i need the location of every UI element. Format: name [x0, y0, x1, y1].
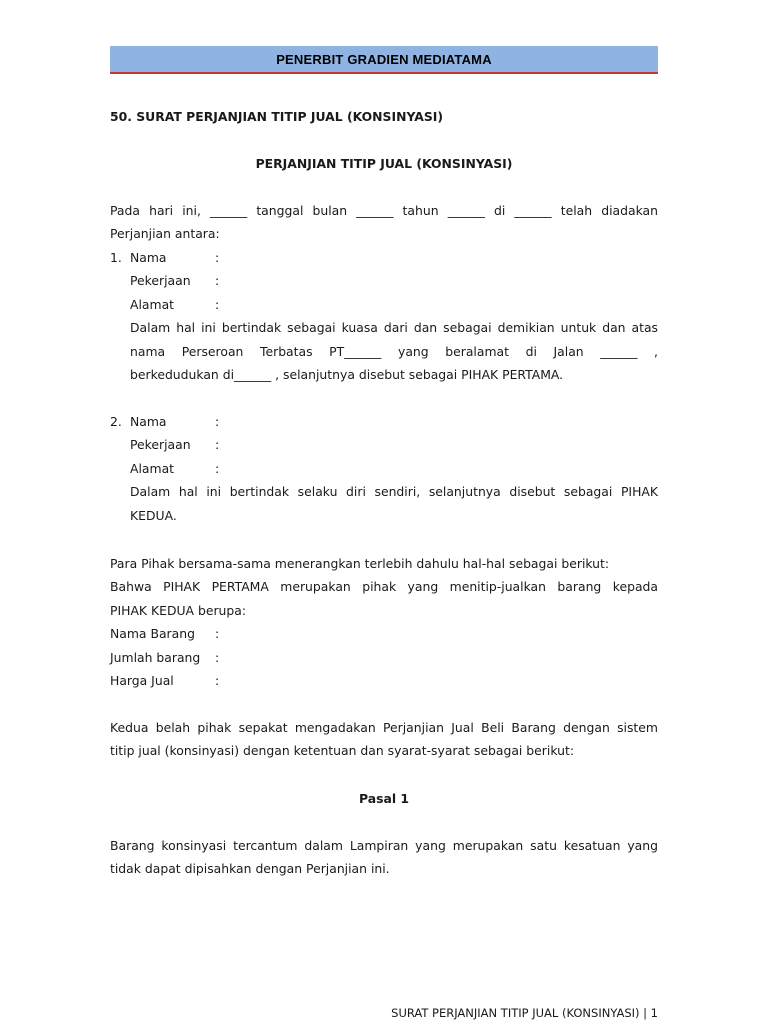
- agree-line-1: Kedua belah pihak sepakat mengadakan Perjanjian Jual Beli Barang dengan sistem: [110, 720, 658, 735]
- page-footer: SURAT PERJANJIAN TITIP JUAL (KONSINYASI) | 1: [391, 1006, 658, 1020]
- party-1-field: Alamat :: [130, 296, 220, 312]
- statement-paragraph: [110, 552, 658, 692]
- pasal-line-2: tidak dapat dipisahkan dengan Perjanjian ini.: [110, 861, 390, 877]
- goods-field: Nama Barang :: [110, 626, 220, 642]
- party-1-field: 1. Nama :: [110, 250, 220, 265]
- agree-line-2: titip jual (konsinyasi) dengan ketentuan dan syarat-syarat sebagai berikut:: [110, 743, 574, 759]
- pasal-paragraph: [110, 834, 658, 881]
- agreement-paragraph: [110, 716, 658, 763]
- statement-line: Para Pihak bersama-sama menerangkan terlebih dahulu hal-hal sebagai berikut:: [110, 556, 610, 571]
- pasal-title: Pasal 1: [358, 791, 410, 806]
- party-2-desc-line: Dalam hal ini bertindak selaku diri sendiri, selanjutnya disebut sebagai PIHAK: [130, 484, 658, 500]
- pasal-line-1: Barang konsinyasi tercantum dalam Lampiran yang merupakan satu kesatuan yang: [110, 838, 658, 853]
- party-2-field: Alamat :: [130, 460, 220, 476]
- party-2-field: Pekerjaan :: [130, 437, 220, 453]
- intro-line-1: Pada hari ini, ______ tanggal bulan ______ tahun ______ di ______ telah diadakan: [110, 203, 658, 218]
- intro-paragraph: [110, 199, 658, 246]
- party-1-desc-line: nama Perseroan Terbatas PT______ yang beralamat di Jalan ______ ,: [130, 343, 658, 359]
- main-title: PERJANJIAN TITIP JUAL (KONSINYASI): [255, 156, 513, 171]
- party-1-desc-line: Dalam hal ini bertindak sebagai kuasa dari dan sebagai demikian untuk dan atas: [130, 320, 658, 336]
- section-title: 50. SURAT PERJANJIAN TITIP JUAL (KONSINYASI): [110, 109, 444, 124]
- party-1-desc-line: berkedudukan di______ , selanjutnya disebut sebagai PIHAK PERTAMA.: [130, 366, 564, 382]
- publisher-header: [110, 46, 658, 74]
- party-2-field: 2. Nama :: [110, 414, 220, 429]
- party-2: [110, 410, 658, 527]
- consign-line-2: PIHAK KEDUA berupa:: [110, 602, 247, 618]
- party-1-field: Pekerjaan :: [130, 273, 220, 289]
- publisher-name: PENERBIT GRADIEN MEDIATAMA: [276, 51, 492, 67]
- party-2-desc-line: KEDUA.: [130, 507, 177, 523]
- intro-line-2: Perjanjian antara:: [110, 226, 220, 242]
- consign-line-1: Bahwa PIHAK PERTAMA merupakan pihak yang menitip-jualkan barang kepada: [110, 579, 658, 595]
- party-1: [110, 246, 658, 386]
- goods-field: Harga Jual :: [110, 673, 220, 688]
- goods-field: Jumlah barang :: [110, 649, 220, 665]
